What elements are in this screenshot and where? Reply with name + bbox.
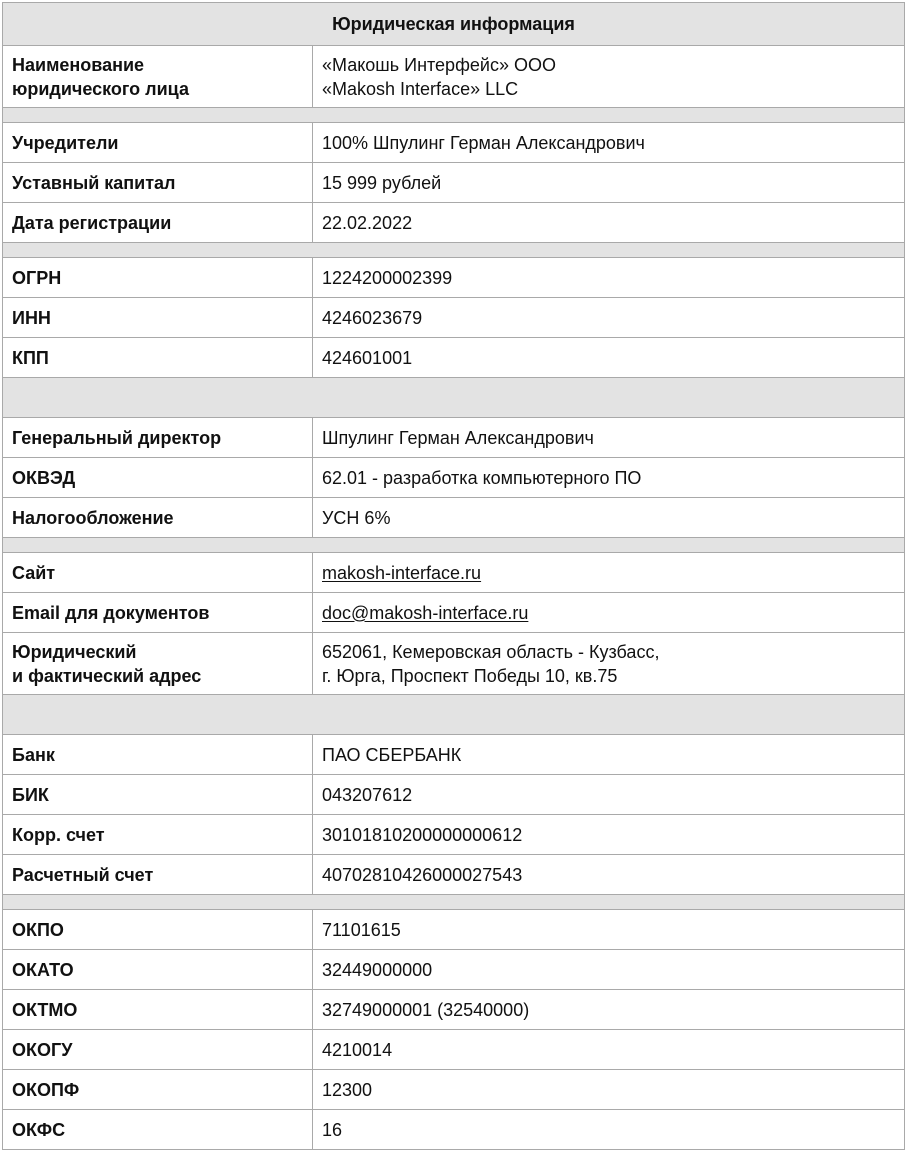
row-label: Корр. счет: [3, 815, 313, 855]
row-value: 4210014: [313, 1030, 905, 1070]
table-row: [3, 338, 905, 378]
row-label: ИНН: [3, 298, 313, 338]
row-label: Юридический и фактический адрес: [3, 633, 313, 695]
row-value: 16: [313, 1110, 905, 1150]
separator-cell: [3, 895, 905, 910]
table-row: [3, 593, 905, 633]
row-value: ПАО СБЕРБАНК: [313, 735, 905, 775]
row-label: ОКОГУ: [3, 1030, 313, 1070]
row-value: 15 999 рублей: [313, 163, 905, 203]
separator-cell: [3, 538, 905, 553]
table-row: [3, 418, 905, 458]
table-row: [3, 1070, 905, 1110]
table-body: [3, 46, 905, 1150]
row-value: 71101615: [313, 910, 905, 950]
row-label: Учредители: [3, 123, 313, 163]
separator-cell: [3, 243, 905, 258]
row-label: Банк: [3, 735, 313, 775]
row-value: УСН 6%: [313, 498, 905, 538]
separator-cell: [3, 695, 905, 735]
row-value: 32449000000: [313, 950, 905, 990]
section-separator: [3, 108, 905, 123]
table-row: [3, 1030, 905, 1070]
row-value: 424601001: [313, 338, 905, 378]
row-label: Сайт: [3, 553, 313, 593]
row-value: [313, 593, 905, 633]
row-value: 62.01 - разработка компьютерного ПО: [313, 458, 905, 498]
row-label: БИК: [3, 775, 313, 815]
row-label: Наименование юридического лица: [3, 46, 313, 108]
row-value: 1224200002399: [313, 258, 905, 298]
row-value: 652061, Кемеровская область - Кузбасс, г. Юрга, Проспект Победы 10, кв.75: [313, 633, 905, 695]
website-link[interactable]: makosh-interface.ru: [322, 562, 482, 583]
table-row: [3, 950, 905, 990]
section-separator: [3, 895, 905, 910]
row-value: 043207612: [313, 775, 905, 815]
table-row: [3, 553, 905, 593]
row-value: 32749000001 (32540000): [313, 990, 905, 1030]
row-value: 30101810200000000612: [313, 815, 905, 855]
row-value: [313, 553, 905, 593]
table-row: [3, 990, 905, 1030]
row-label: Дата регистрации: [3, 203, 313, 243]
row-label: КПП: [3, 338, 313, 378]
row-value: Шпулинг Герман Александрович: [313, 418, 905, 458]
row-label: ОГРН: [3, 258, 313, 298]
table-row: [3, 258, 905, 298]
row-label: Уставный капитал: [3, 163, 313, 203]
row-label: Генеральный директор: [3, 418, 313, 458]
row-label: ОКФС: [3, 1110, 313, 1150]
legal-info-sheet: [2, 2, 904, 1150]
row-label: ОКТМО: [3, 990, 313, 1030]
row-label: Email для документов: [3, 593, 313, 633]
table-row: [3, 46, 905, 108]
table-title: Юридическая информация: [3, 3, 905, 46]
table-row: [3, 855, 905, 895]
row-value: 12300: [313, 1070, 905, 1110]
row-value: «Макошь Интерфейс» ООО «Makosh Interface» LLC: [313, 46, 905, 108]
table-row: [3, 203, 905, 243]
legal-info-table: [2, 2, 905, 1150]
section-separator: [3, 695, 905, 735]
row-label: ОКАТО: [3, 950, 313, 990]
separator-cell: [3, 108, 905, 123]
table-row: [3, 1110, 905, 1150]
table-row: [3, 815, 905, 855]
table-row: [3, 910, 905, 950]
row-label: ОКВЭД: [3, 458, 313, 498]
row-value: 22.02.2022: [313, 203, 905, 243]
row-label: Расчетный счет: [3, 855, 313, 895]
table-row: [3, 123, 905, 163]
table-row: [3, 735, 905, 775]
table-row: [3, 498, 905, 538]
row-value: 40702810426000027543: [313, 855, 905, 895]
row-label: Налогообложение: [3, 498, 313, 538]
row-value: 100% Шпулинг Герман Александрович: [313, 123, 905, 163]
table-row: [3, 633, 905, 695]
section-separator: [3, 378, 905, 418]
table-row: [3, 458, 905, 498]
section-separator: [3, 243, 905, 258]
row-label: ОКПО: [3, 910, 313, 950]
section-separator: [3, 538, 905, 553]
email-link[interactable]: doc@makosh-interface.ru: [322, 602, 529, 623]
table-row: [3, 163, 905, 203]
header-row: [3, 3, 905, 46]
table-row: [3, 775, 905, 815]
table-row: [3, 298, 905, 338]
row-value: 4246023679: [313, 298, 905, 338]
separator-cell: [3, 378, 905, 418]
row-label: ОКОПФ: [3, 1070, 313, 1110]
